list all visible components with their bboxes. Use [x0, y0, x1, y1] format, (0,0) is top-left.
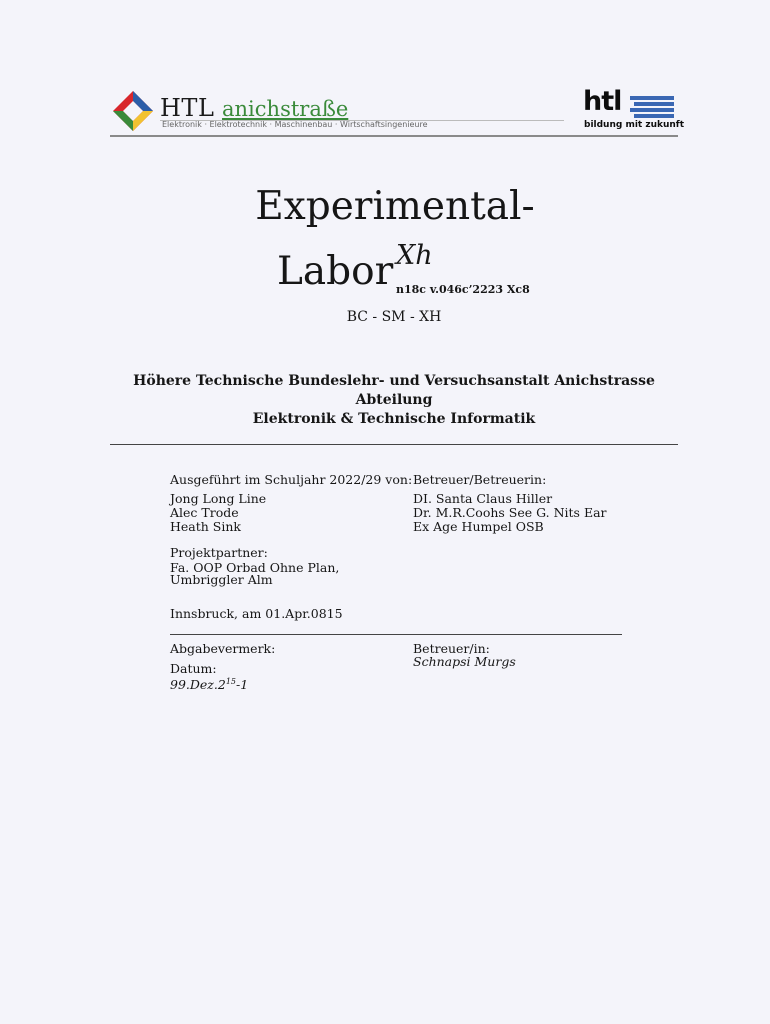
institution-name: Höhere Technische Bundeslehr- und Versuchsanstalt Anichstrasse [133, 373, 655, 389]
supervisor-name: Ex Age Humpel OSB [413, 519, 544, 534]
submission-date-exponent: 15 [225, 677, 236, 686]
submission-supervisor-name: Schnapsi Murgs [413, 654, 516, 669]
section-divider [110, 444, 678, 445]
submission-label: Abgabevermerk: [170, 641, 276, 656]
htl-right-logo-word: htl [583, 86, 622, 117]
signature-divider [170, 634, 622, 635]
submission-date-label: Datum: [170, 661, 217, 676]
partner-line: Fa. OOP Orbad Ohne Plan, [170, 560, 340, 575]
partner-label: Projektpartner: [170, 545, 268, 560]
header-divider [110, 135, 678, 137]
title-superscript: Xh [396, 240, 433, 271]
submission-date-base: 99.Dez.2 [170, 677, 226, 693]
submission-date-tail: -1 [236, 677, 249, 693]
htl-logo-wordmark [160, 96, 348, 121]
partner-line: Umbriggler Alm [170, 572, 273, 587]
htl-logo-word: HTL [160, 94, 215, 122]
students-label: Ausgeführt im Schuljahr 2022/29 von: [170, 472, 413, 487]
place-date: Innsbruck, am 01.Apr.0815 [170, 606, 343, 621]
supervisor-name: Dr. M.R.Coohs See G. Nits Ear [413, 505, 607, 520]
title-line-2: Labor [277, 249, 394, 294]
title-subscript: n18c v.046c’2223 Xc8 [396, 283, 530, 296]
title-line-1: Experimental- [255, 184, 535, 229]
institution-department: Elektronik & Technische Informatik [252, 411, 536, 427]
supervisor-name: DI. Santa Claus Hiller [413, 491, 553, 506]
student-name: Jong Long Line [170, 491, 267, 506]
student-name: Heath Sink [170, 519, 241, 534]
htl-logo-suffix: anichstraße [222, 97, 349, 121]
htl-right-logo-tagline: bildung mit zukunft [584, 120, 685, 130]
htl-logo-subtitle: Elektronik · Elektrotechnik · Maschinenbau · Wirtschaftsingenieure [162, 120, 428, 129]
supervisors-label: Betreuer/Betreuerin: [413, 472, 547, 487]
author-initials: BC - SM - XH [346, 309, 442, 325]
institution-department-label: Abteilung [355, 392, 433, 408]
submission-supervisor-label: Betreuer/in: [413, 641, 490, 656]
submission-date-value [170, 675, 248, 693]
htl-anichstrasse-logo-icon [112, 90, 154, 132]
student-name: Alec Trode [170, 505, 239, 520]
